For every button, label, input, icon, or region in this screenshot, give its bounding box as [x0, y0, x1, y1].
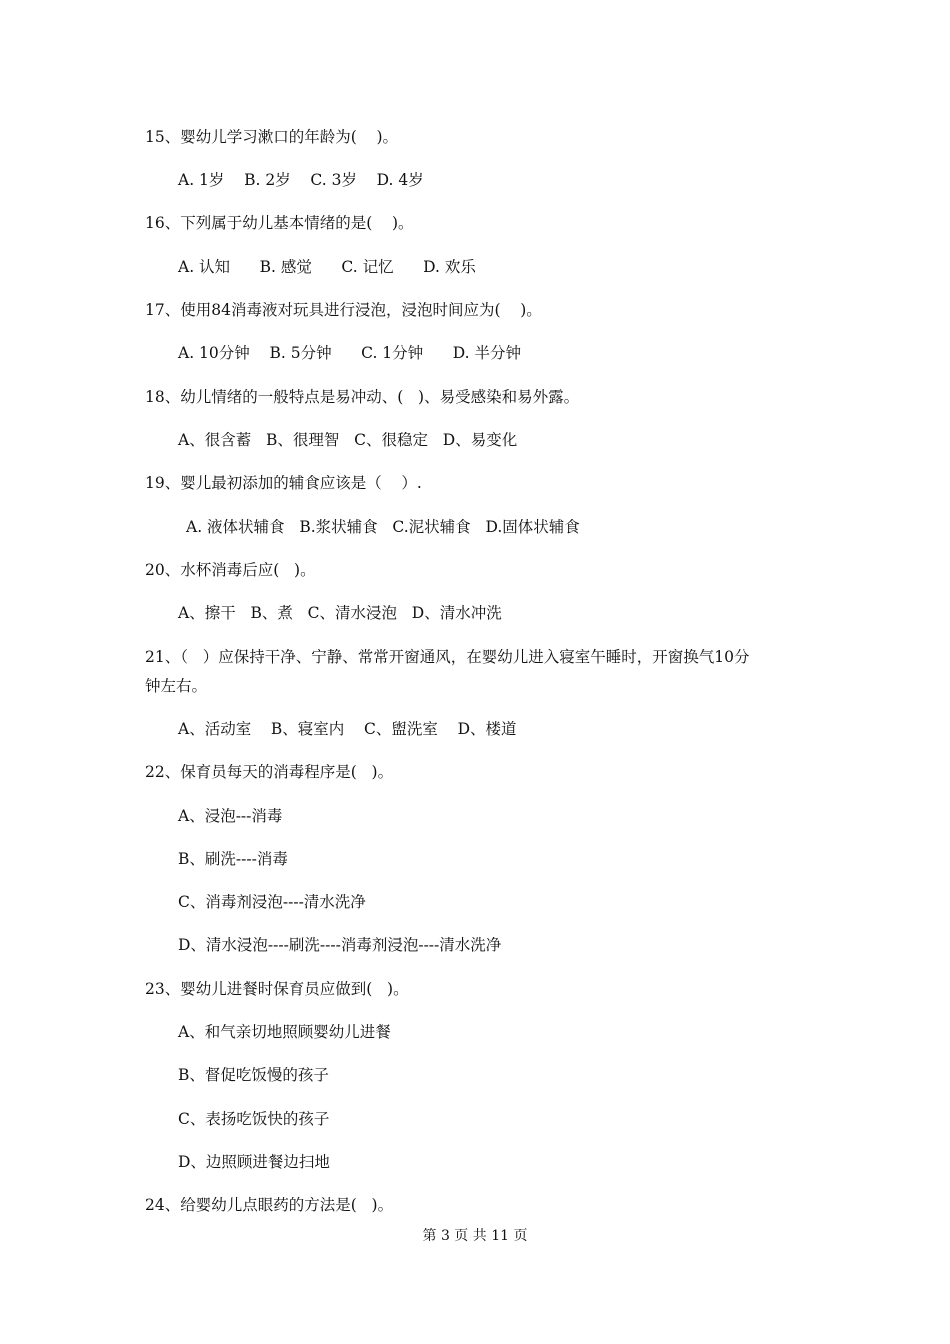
question-20: 20、水杯消毒后应( )。: [145, 561, 316, 579]
options-21: A、活动室 B、寝室内 C、盥洗室 D、楼道: [178, 720, 517, 738]
question-21: 21、（ ）应保持干净、宁静、常常开窗通风，在婴幼儿进入寝室午睡时，开窗换气10分: [145, 648, 750, 666]
options-15: A. 1岁 B. 2岁 C. 3岁 D. 4岁: [178, 171, 424, 189]
question-18: 18、幼儿情绪的一般特点是易冲动、( )、易受感染和易外露。: [145, 388, 580, 406]
option-22-c: C、消毒剂浸泡----清水洗净: [178, 893, 366, 911]
options-20: A、擦干 B、煮 C、清水浸泡 D、清水冲洗: [178, 604, 502, 622]
question-22: 22、保育员每天的消毒程序是( )。: [145, 763, 394, 781]
question-24: 24、给婴幼儿点眼药的方法是( )。: [145, 1196, 394, 1214]
option-22-b: B、刷洗----消毒: [178, 850, 288, 868]
question-15: 15、婴幼儿学习漱口的年龄为( )。: [145, 128, 399, 146]
option-23-b: B、督促吃饭慢的孩子: [178, 1066, 329, 1084]
question-21-cont: 钟左右。: [145, 677, 208, 695]
option-23-a: A、和气亲切地照顾婴幼儿进餐: [178, 1023, 391, 1041]
question-16: 16、下列属于幼儿基本情绪的是( )。: [145, 214, 414, 232]
options-16: A. 认知 B. 感觉 C. 记忆 D. 欢乐: [178, 258, 476, 276]
question-17: 17、使用84消毒液对玩具进行浸泡，浸泡时间应为( )。: [145, 301, 542, 319]
question-19: 19、婴儿最初添加的辅食应该是（ ）.: [145, 474, 422, 492]
option-23-d: D、边照顾进餐边扫地: [178, 1153, 330, 1171]
options-19: A. 液体状辅食 B.浆状辅食 C.泥状辅食 D.固体状辅食: [186, 518, 580, 536]
question-23: 23、婴幼儿进餐时保育员应做到( )。: [145, 980, 409, 998]
options-17: A. 10分钟 B. 5分钟 C. 1分钟 D. 半分钟: [178, 344, 521, 362]
options-18: A、很含蓄 B、很理智 C、很稳定 D、易变化: [178, 431, 518, 449]
option-22-d: D、清水浸泡----刷洗----消毒剂浸泡----清水洗净: [178, 936, 502, 954]
option-22-a: A、浸泡---消毒: [178, 807, 283, 825]
page-footer: 第 3 页 共 11 页: [422, 1228, 528, 1244]
option-23-c: C、表扬吃饭快的孩子: [178, 1110, 330, 1128]
